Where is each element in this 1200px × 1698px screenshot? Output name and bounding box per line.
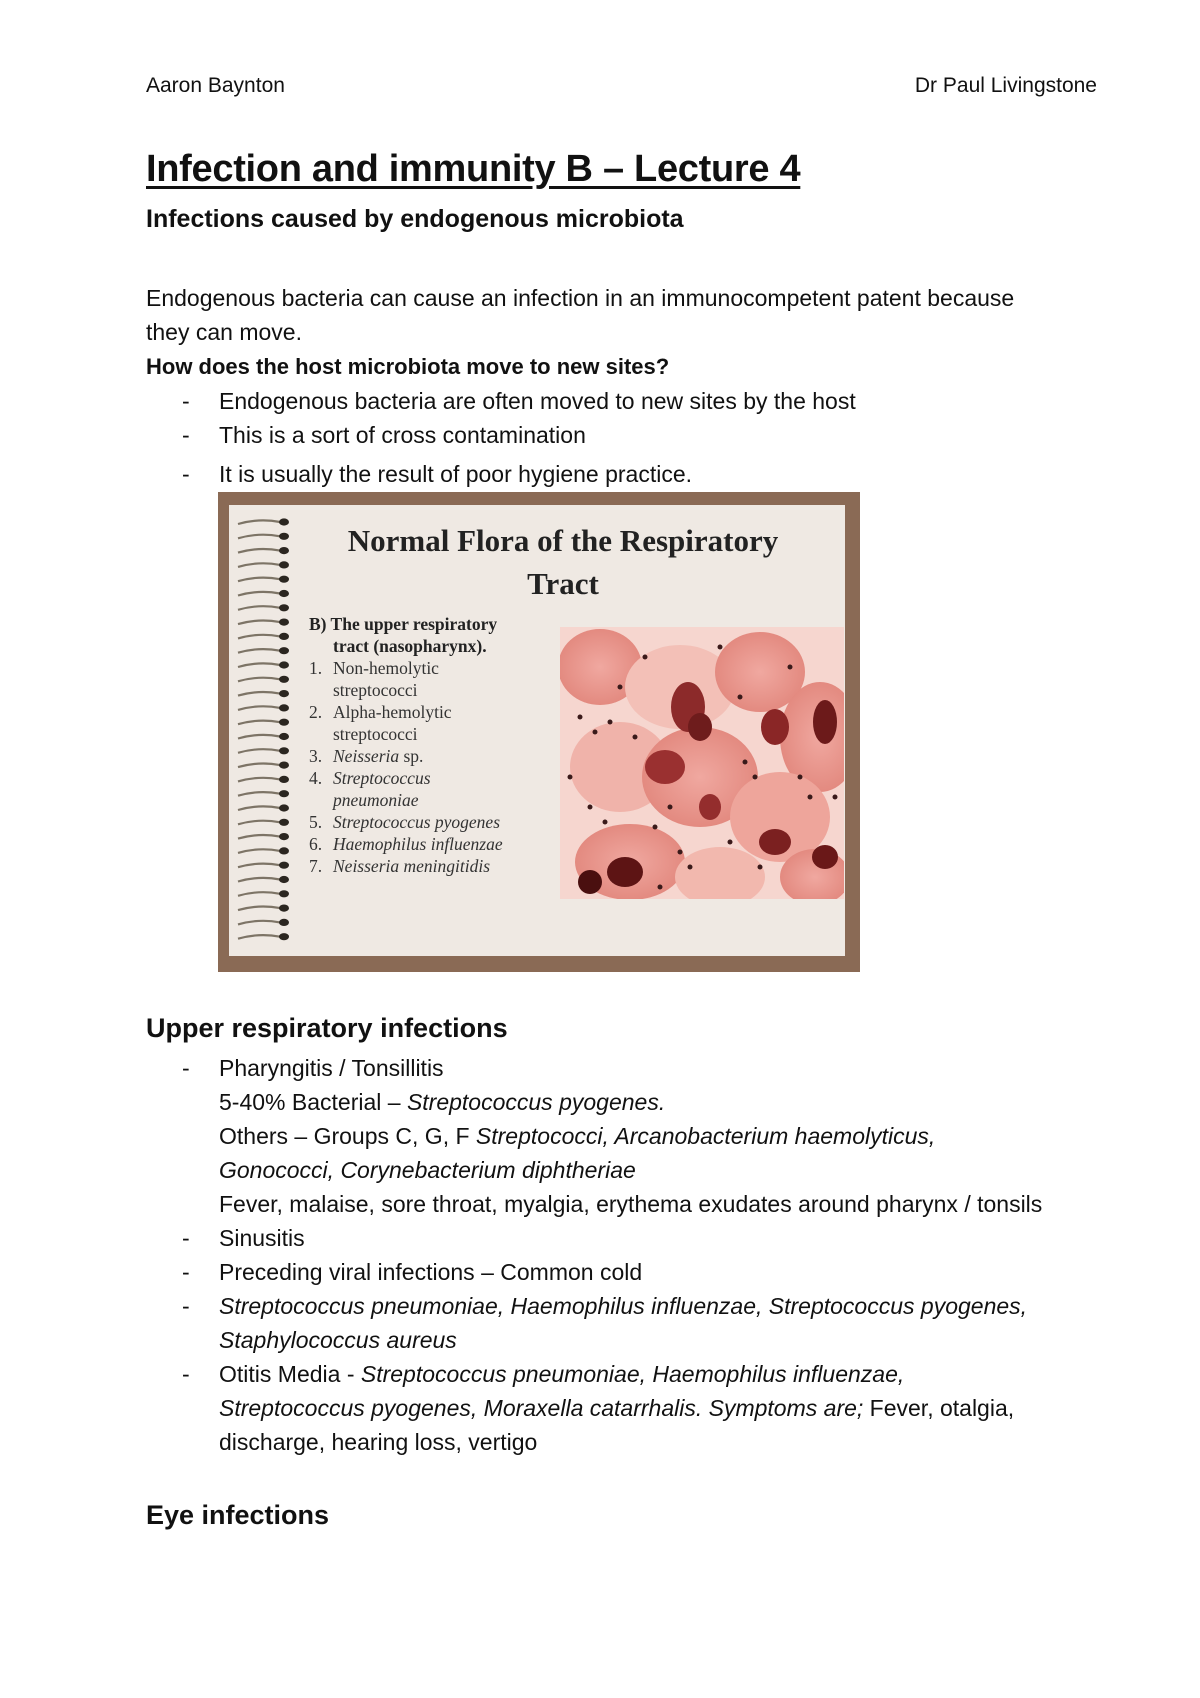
slide-list-lead: B) The upper respiratory tract (nasopharynx). — [309, 614, 498, 656]
list-item: 6. Haemophilus influenzae — [309, 834, 503, 854]
list-item: - Sinusitis — [182, 1225, 305, 1251]
upper-respiratory-heading: Upper respiratory infections — [146, 1013, 508, 1043]
list-item: 5. Streptococcus pyogenes — [309, 812, 501, 832]
page-title: Infection and immunity B – Lecture 4 — [146, 148, 801, 190]
list-item: - This is a sort of cross contamination — [182, 422, 586, 448]
list-item: - Otitis Media - Streptococcus pneumoniae, Haemophilus influenzae, Streptococcus pyogenes, Moraxella catarrhalis. Symptoms are; Fever, otalgia, discharge, hearing loss, vertigo — [182, 1361, 1015, 1455]
slide-flora-list — [309, 613, 544, 877]
question-heading: How does the host microbiota move to new sites? — [146, 354, 670, 379]
bacterial-line: 5-40% Bacterial – Streptococcus pyogenes. — [219, 1089, 666, 1115]
header-author: Aaron Baynton — [146, 74, 285, 97]
header-lecturer: Dr Paul Livingstone — [914, 74, 1097, 97]
list-item: 3. Neisseria sp. — [309, 746, 424, 766]
list-item: 7. Neisseria meningitidis — [309, 856, 491, 876]
others-line: Others – Groups C, G, F Streptococci, Arcanobacterium haemolyticus, Gonococci, Corynebacterium diphtheriae — [219, 1123, 936, 1183]
list-item: - Endogenous bacteria are often moved to new sites by the host — [182, 388, 856, 414]
micrograph-image — [560, 627, 844, 899]
list-item: 2. Alpha-hemolytic streptococci — [309, 702, 452, 744]
page-subtitle: Infections caused by endogenous microbiota — [146, 205, 684, 233]
respiratory-flora-slide — [218, 492, 860, 972]
list-item: - Pharyngitis / Tonsillitis 5-40% Bacterial – Streptococcus pyogenes. Others – Groups C, G, F Streptococci, Arcanobacterium haemolyticus, Gonococci, Corynebacterium diphtheriae Fever, malaise, sore throat, myalgia, erythema exudates around pharynx / tonsils — [146, 1051, 1046, 1221]
upper-respiratory-list — [146, 1051, 1046, 1459]
list-item: - Streptococcus pneumoniae, Haemophilus influenzae, Streptococcus pyogenes, Staphylococcus aureus — [182, 1293, 1028, 1353]
list-item: 4. Streptococcus pneumoniae — [309, 768, 431, 810]
slide-panel — [229, 505, 845, 956]
list-item: - Preceding viral infections – Common cold — [182, 1259, 643, 1285]
spiral-binding-icon — [234, 515, 294, 945]
symptoms-line: Fever, malaise, sore throat, myalgia, erythema exudates around pharynx / tonsils — [219, 1191, 1043, 1217]
movement-list — [146, 384, 1046, 491]
list-item: - It is usually the result of poor hygiene practice. — [182, 461, 693, 487]
slide-title: Normal Flora of the Respiratory Tract — [347, 523, 779, 601]
list-item: 1. Non-hemolytic streptococci — [309, 658, 439, 700]
intro-paragraph: Endogenous bacteria can cause an infection in an immunocompetent patent because they can move. — [146, 285, 1015, 345]
eye-infections-heading: Eye infections — [146, 1500, 330, 1530]
